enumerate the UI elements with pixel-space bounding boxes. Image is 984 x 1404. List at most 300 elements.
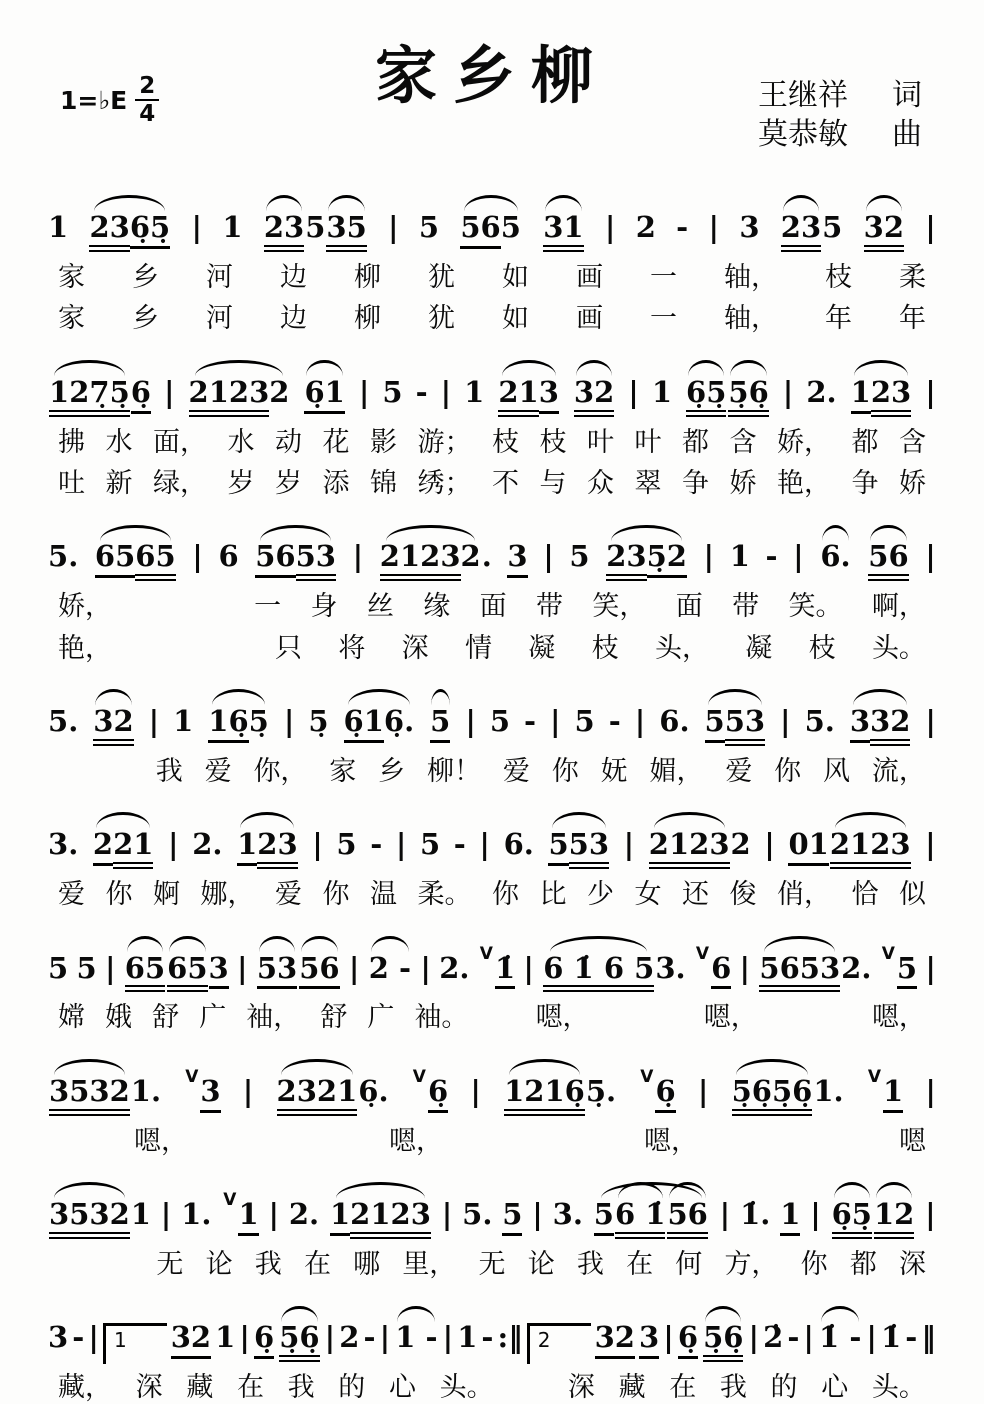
lyric-syllable: 你， [253,755,308,786]
slur: 565 [459,212,522,249]
beam-single: 5 [897,953,917,990]
beam-double: 65 [167,953,207,993]
lyric-syllable: 缘 [423,591,451,622]
beam-double: 23 [420,541,460,581]
beam-single: 56 [460,212,500,249]
notation-token: | [283,704,295,739]
volta-bracket: 1 [103,1323,167,1364]
notation-token: - [453,827,466,862]
notation-token: 1. [181,1197,212,1232]
score-line [0,680,984,787]
lyric-syllable: 深 [567,1372,595,1403]
lyric-syllable [141,590,168,622]
beam-single: 16̣ [208,706,248,743]
notation-token: | [148,704,160,739]
lyric-syllable: 都 [849,1249,877,1280]
lyric-syllable: 枝 [825,261,852,292]
notation-token: 235 [780,212,843,252]
notation-token: | [925,1197,936,1232]
beam-double: 56 [667,1199,707,1239]
notation-token: 1 [173,704,194,739]
notation-token: 5 [574,704,595,739]
notation-token: | [268,1197,280,1232]
lyric-syllable: 爱 [58,879,85,910]
notation-token: | [442,1320,454,1355]
slur: 1 - [395,1320,438,1355]
notation-token: 2. [288,1197,320,1232]
lyric-syllable: 将 [338,632,366,663]
slur [92,829,155,869]
slur [867,541,909,581]
lyric-syllable: 深 [135,1372,163,1403]
slur [685,374,727,417]
beam-single: 5 [502,1199,522,1236]
beam-single: 56 [299,953,339,990]
notation-token: - [72,1320,85,1355]
notation-token: | [719,1197,731,1232]
beam-single: 32 [171,1322,211,1359]
lyric-syllable: 方， [724,1249,779,1280]
lyric-syllable: 争 [682,467,709,498]
notation-token: | [163,374,175,409]
score-body [0,166,984,1404]
lyric-syllable: 俏， [777,879,831,910]
notation-token: - [608,704,621,739]
lyric-syllable: 妩 [600,755,628,786]
notation-token: - [524,704,537,739]
lyric-syllable [657,1001,684,1033]
notation-token: | [239,1320,250,1355]
beam-single: 1 [238,1199,258,1236]
lyric-syllable: 在 [236,1372,264,1403]
notation-token: 5 [489,704,511,739]
notation-token [507,541,527,578]
notation-token: | [168,827,179,862]
notation-row [48,803,936,869]
notation-token [638,1066,676,1113]
slur [124,950,166,993]
beam-double: 23 [870,829,910,869]
slur: 21232 [188,377,291,417]
beam-double: 6̣5̣ [832,1199,872,1239]
lyric-syllable: 一 [254,591,282,622]
lyric-syllable: 娇， [777,426,831,457]
notation-token [92,829,155,869]
slur: 21232 [379,541,482,581]
beam-double: 6 1̇ 6 5 [543,953,654,993]
notation-token: 1 [222,210,243,244]
slur [829,829,912,869]
lyric-syllable: 娜， [200,879,255,910]
notation-token [236,829,299,869]
lyric-syllable: 少 [587,879,614,910]
lyric-syllable: 头。 [871,632,926,663]
lyric-syllable: 心 [388,1372,416,1403]
notation-token: 3 [48,1320,69,1355]
notation-token: :‖ [497,1320,523,1355]
notation-token: | [623,827,635,862]
beam-double: 12 [874,1199,914,1239]
lyric-syllable: 身 [310,591,338,622]
notation-token: | [352,539,364,574]
beam-single: 2 [93,829,113,866]
lyric-syllable: 影 [370,426,397,457]
lyric-syllable: 广 [199,1002,227,1033]
lyric-syllable: 女 [634,879,662,910]
beam-single: 5 [594,1199,614,1236]
notation-row [48,351,936,417]
notation-token: 2. [806,374,837,409]
lyric-syllable: 锦 [370,467,397,498]
slur [303,374,345,414]
lyric-syllable: 叶 [587,426,614,457]
lyric-syllable: 丝 [366,591,394,622]
beam-single: 6̣ [428,1076,448,1113]
notation-token [788,829,911,869]
notation-token: | [550,704,561,739]
beam-double: 21 [498,377,538,417]
lyric-syllable: 论 [205,1249,233,1280]
lyric-syllable: 都 [851,426,879,457]
slur [605,541,688,581]
lyric-syllable: 枝 [808,632,836,663]
notation-token [411,1066,449,1113]
notation-token [704,706,767,746]
notation-token: 5 [76,950,97,985]
lyrics-row [48,1001,936,1033]
notation-token [527,1322,591,1354]
notation-token [207,706,270,743]
lyric-syllable: 你 [492,879,519,910]
notation-token [547,829,610,869]
beam-double: 3532 [49,1076,130,1116]
score-line [0,515,984,664]
lyric-syllable: 爱 [502,755,530,786]
notation-token [595,1322,635,1359]
notation-token: | [925,704,936,739]
notation-row [48,1296,936,1362]
lyric-syllable: 爱 [204,755,232,786]
lyricist-name: 王继祥 [758,79,848,112]
notation-token [92,706,134,746]
lyric-syllable [568,1125,595,1157]
beam-single: 1 [780,1199,800,1236]
song-title: 家乡柳 [374,43,609,111]
beam-single: 6 [711,953,731,990]
slur [325,212,367,252]
slur [863,212,905,252]
lyric-syllable: 藏 [618,1372,646,1403]
beam-single: 56 [255,541,295,578]
lyric-syllable: 藏， [58,1372,112,1403]
slur [873,1199,915,1239]
notation-token: 21232 [648,829,751,869]
beam-single: 1 [883,1076,903,1113]
composer-credit [758,115,922,154]
slur [849,706,912,746]
score-line [0,927,984,1034]
beam-single: 5 [548,829,568,866]
notation-token: 6. [503,827,534,862]
score-line [0,186,984,335]
notation-token: 5. [48,539,79,574]
lyric-syllable: 面 [675,591,703,622]
credits [758,76,922,154]
notation-token [819,541,851,573]
notation-token [343,706,416,743]
notation-token: 23535 [263,212,368,252]
beam-single: 6̣ [678,1322,698,1359]
lyric-syllable: 添 [322,467,350,498]
slur [254,541,337,581]
notation-token [256,950,341,990]
lyric-syllable [198,590,225,622]
lyricist-role: 词 [892,79,922,112]
beam-single: 5 [705,706,725,743]
beam-double: 65 [135,541,175,581]
lyric-syllable: 拂 [58,426,85,457]
beam-double: 21 [380,541,420,581]
slur [298,950,340,990]
notation-token: | [925,1073,936,1108]
slur [429,706,451,743]
slur [88,212,171,252]
notation-token [103,1322,167,1354]
notation-token: | [312,827,323,862]
slur [758,950,841,993]
lyric-syllable: 哪 [353,1249,381,1280]
slur [236,829,299,869]
notation-token [866,1066,904,1113]
breath-mark: V [223,1190,237,1211]
beam-double: 21 [113,829,153,869]
notation-token: 2. [192,827,223,862]
lyric-syllable: 还 [682,879,709,910]
notation-token: 1 [457,1320,478,1355]
lyric-syllable: 舒 [152,1002,180,1033]
lyric-syllable: 艳， [58,632,112,663]
lyric-syllable: 画 [576,261,603,292]
slur [48,374,131,417]
beam-double: 21 [649,829,689,869]
notation-token: 1 [729,539,750,574]
notation-token: 1̇. [740,1197,771,1232]
lyric-syllable: 轴， [724,303,778,334]
beam-double: 5̣6̣ [703,1322,743,1362]
notation-token: - [676,210,689,244]
breath-mark: V [867,1066,881,1087]
lyric-syllable [58,1125,85,1157]
notation-token [502,1199,522,1236]
beam-double: 23 [89,212,129,252]
lyric-syllable: 恰 [851,879,879,910]
lyric-syllable: 娇， [58,591,112,622]
lyric-syllable [823,1125,850,1157]
lyric-syllable: 河 [206,303,233,334]
lyric-syllable: 带 [536,591,563,622]
lyric-syllable [237,1125,264,1157]
lyric-syllable: 你 [105,879,133,910]
lyric-syllable [517,1371,544,1403]
notation-token: | [324,1320,336,1355]
lyric-syllable: 面， [153,426,207,457]
lyric-syllable: 游； [417,426,472,457]
beam-double: 23 [229,377,269,417]
notation-token: | [739,950,751,985]
lyric-syllable: 轴， [724,261,778,292]
notation-token: | [748,1320,760,1355]
lyric-syllable: 叶 [634,426,662,457]
lyric-syllable: 绣； [417,467,472,498]
notation-token: 5. [462,1197,493,1232]
lyric-syllable: 温 [370,879,397,910]
beam-single: 3 [639,1322,659,1359]
lyric-syllable: 你 [800,1249,828,1280]
notation-token: 23216̣. [276,1076,389,1116]
notation-token: 2 [339,1320,360,1355]
notation-token: | [803,1320,814,1355]
lyric-syllable: 含 [899,426,926,457]
notation-token: | [348,950,360,985]
beam-double: 5̣6̣ [728,377,768,417]
lyric-syllable: 笑， [592,591,647,622]
beam-single: 3 [209,953,229,990]
beam-double: 32 [864,212,904,252]
notation-token: | [379,1320,391,1355]
slur: 16̣5̣ [207,706,270,743]
lyric-syllable: 头。 [439,1372,494,1403]
breath-mark: V [695,943,710,964]
lyric-syllable: 新 [105,467,133,498]
lyric-syllable: 含 [729,426,757,457]
notation-token: | [420,950,431,985]
slur [276,1073,359,1116]
notation-token [831,1199,916,1239]
lyric-syllable: 家 [58,261,85,292]
lyric-syllable: 水 [227,426,255,457]
notation-token: - [415,374,428,409]
slur [547,829,610,869]
slur [731,1073,814,1116]
slur [48,1199,131,1239]
slur [573,374,615,417]
slur [263,212,305,252]
beam-single: 1 [330,1199,350,1236]
notation-token: - [370,827,383,862]
notation-token [124,950,229,993]
notation-token: 5 [48,950,69,985]
beam-single: 3 [850,706,870,743]
lyric-syllable: 你 [774,755,802,786]
slur [256,950,298,990]
lyric-syllable: 情 [464,632,492,663]
beam-single: 3 [539,377,559,414]
beam-single: 1̇ [495,953,515,990]
notation-token: | [793,539,804,574]
slur [780,212,822,252]
notation-token: 5̣ [308,704,329,739]
notation-token [863,212,905,252]
score-line [0,1173,984,1280]
beam-single: 5 [430,706,450,743]
lyric-syllable: 绿， [153,467,207,498]
notation-token: | [925,374,936,409]
lyric-syllable: 年 [825,303,852,334]
notation-token: 3. [48,827,79,862]
lyrics-row [48,426,936,458]
lyric-syllable: 我 [576,1249,604,1280]
breath-mark: V [412,1066,426,1087]
lyric-syllable: 花 [322,426,350,457]
lyric-syllable [107,755,134,787]
notation-token [278,1322,320,1362]
beam-double: 23 [257,829,297,869]
notation-token: 5. [48,704,79,739]
notation-token: | [191,210,203,244]
lyric-syllable: 不 [492,467,519,498]
lyric-syllable [610,1001,637,1033]
notation-token: 1̇ [881,1320,902,1355]
lyric-syllable: 凝 [745,632,773,663]
lyric-syllable: 家 [329,755,357,786]
notation-token [171,1322,211,1359]
lyric-syllable: 的 [338,1372,366,1403]
notation-token: 35321 [48,1199,151,1239]
notation-token: | [237,950,248,985]
notation-token: | [104,950,116,985]
beam-single: 6̣ [131,377,151,414]
slur [92,706,134,746]
lyric-syllable: 吐 [58,467,85,498]
notation-token [702,1322,744,1362]
lyric-syllable [107,1248,134,1280]
lyrics-row [48,590,936,622]
notation-token [94,541,177,581]
score-line [0,1296,984,1403]
beam-double: 7̣5̣ [89,377,129,417]
beam-double: 23 [606,541,646,581]
beam-double: 12 [49,377,89,417]
notation-token: | [440,374,452,409]
lyric-syllable: 舒 [320,1002,348,1033]
lyric-syllable: 岁 [227,467,255,498]
time-signature-numerator: 2 [135,74,159,101]
time-signature [135,74,159,126]
beam-double: 2321 [277,1076,358,1116]
score-line [0,1050,984,1157]
notation-token: | [663,1320,674,1355]
lyric-syllable: 深 [401,632,429,663]
lyric-syllable: 嗯， [644,1125,698,1156]
beam-double: 5̣6̣ [279,1322,319,1362]
breath-mark: V [479,943,493,964]
slur [831,1199,873,1239]
lyric-syllable: 柳 [354,261,381,292]
notation-token: - [363,1320,376,1355]
lyric-syllable: 面 [479,591,507,622]
notation-token: 5. [804,704,835,739]
beam-single: 5̣2 [647,541,687,578]
lyric-syllable [747,1125,774,1157]
beam-single: 32 [595,1322,635,1359]
lyric-syllable: 嗯， [871,1002,926,1033]
lyrics-row [48,878,936,910]
notation-token [478,943,516,990]
lyric-syllable: 争 [851,467,879,498]
lyric-syllable: 河 [206,261,233,292]
lyric-syllable: 何 [675,1249,703,1280]
slur [166,950,208,993]
